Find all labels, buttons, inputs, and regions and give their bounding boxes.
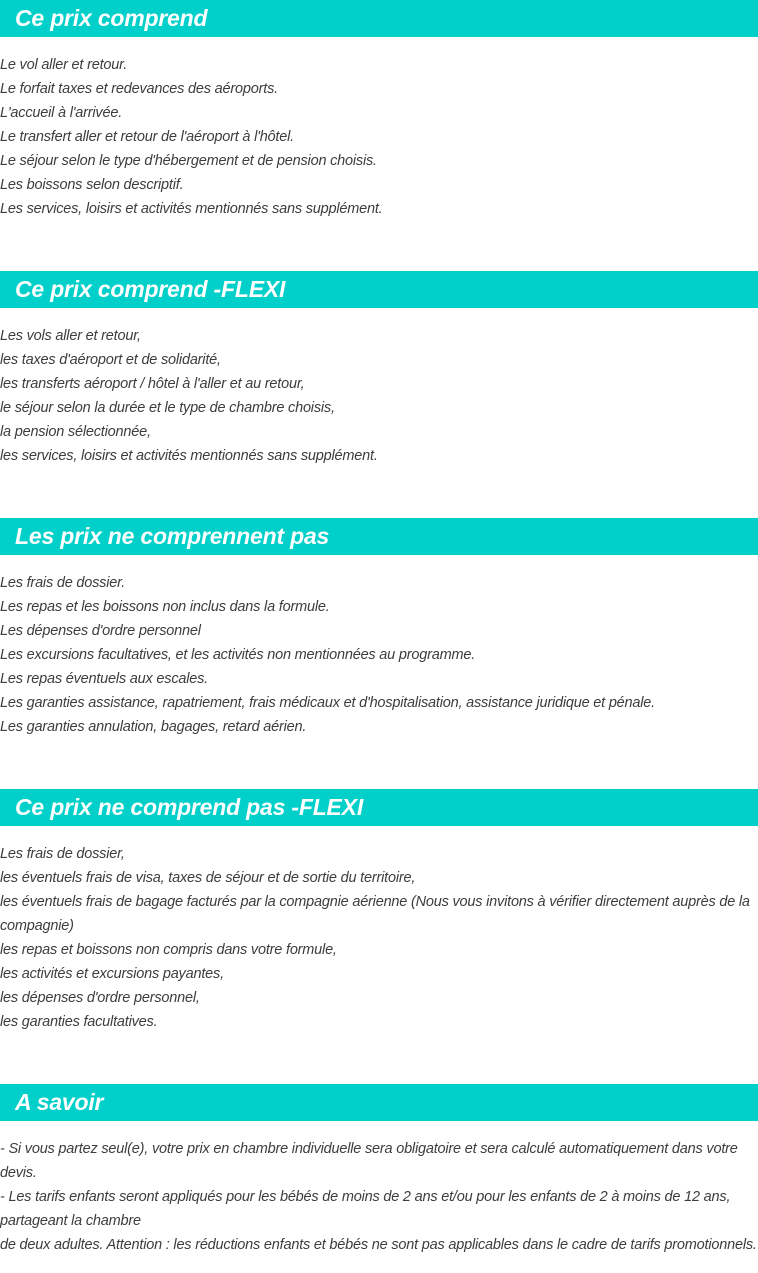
section-price-includes-flexi: [0, 271, 758, 518]
list-item: les taxes d'aéroport et de solidarité,: [0, 352, 221, 368]
section-title: Ce prix comprend: [15, 5, 208, 31]
section-body: [0, 37, 758, 221]
section-price-excludes-flexi: [0, 789, 758, 1084]
list-item: Le vol aller et retour.: [0, 57, 128, 73]
list-item: Le forfait taxes et redevances des aéroports.: [0, 81, 278, 97]
list-item: les éventuels frais de bagage facturés par la compagnie aérienne (Nous vous invitons à vérifier directement auprès de la compagnie): [0, 894, 750, 934]
section-title: A savoir: [15, 1089, 104, 1115]
list-item: Les services, loisirs et activités mentionnés sans supplément.: [0, 201, 383, 217]
list-item: les repas et boissons non compris dans votre formule,: [0, 942, 337, 958]
list-item: le séjour selon la durée et le type de chambre choisis,: [0, 400, 335, 416]
section-header: [0, 271, 758, 308]
list-item: Le séjour selon le type d'hébergement et de pension choisis.: [0, 153, 377, 169]
list-item: Les boissons selon descriptif.: [0, 177, 184, 193]
list-item: les activités et excursions payantes,: [0, 966, 224, 982]
section-title: Ce prix ne comprend pas -FLEXI: [15, 794, 364, 820]
section-header: [0, 0, 758, 37]
list-item: Les dépenses d'ordre personnel: [0, 623, 201, 639]
list-item: Les garanties assistance, rapatriement, frais médicaux et d'hospitalisation, assistance juridique et pénale.: [0, 695, 655, 711]
section-body: [0, 1121, 758, 1257]
list-item: Les frais de dossier.: [0, 575, 126, 591]
list-item: de deux adultes. Attention : les réductions enfants et bébés ne sont pas applicables dans le cadre de tarifs promotionnels.: [0, 1237, 757, 1253]
section-price-excludes: [0, 518, 758, 789]
list-item: - Si vous partez seul(e), votre prix en chambre individuelle sera obligatoire et sera calculé automatiquement dans votre devis.: [0, 1141, 738, 1181]
section-price-includes: [0, 0, 758, 271]
section-body: [0, 826, 758, 1034]
section-header: [0, 518, 758, 555]
list-item: Les excursions facultatives, et les activités non mentionnées au programme.: [0, 647, 476, 663]
section-title: Les prix ne comprennent pas: [15, 523, 330, 549]
list-item: Les vols aller et retour,: [0, 328, 141, 344]
list-item: Les repas et les boissons non inclus dans la formule.: [0, 599, 330, 615]
list-item: Les garanties annulation, bagages, retard aérien.: [0, 719, 307, 735]
section-header: [0, 1084, 758, 1121]
section-header: [0, 789, 758, 826]
list-item: Les repas éventuels aux escales.: [0, 671, 209, 687]
list-item: Les frais de dossier,: [0, 846, 125, 862]
list-item: les transferts aéroport / hôtel à l'aller et au retour,: [0, 376, 305, 392]
list-item: les services, loisirs et activités mentionnés sans supplément.: [0, 448, 378, 464]
section-title: Ce prix comprend -FLEXI: [15, 276, 286, 302]
section-good-to-know: [0, 1084, 758, 1273]
section-body: [0, 555, 758, 739]
list-item: la pension sélectionnée,: [0, 424, 151, 440]
section-body: [0, 308, 758, 468]
list-item: - Les tarifs enfants seront appliqués pour les bébés de moins de 2 ans et/ou pour les enfants de 2 à moins de 12 ans, partageant la chambre: [0, 1189, 731, 1229]
list-item: les éventuels frais de visa, taxes de séjour et de sortie du territoire,: [0, 870, 416, 886]
list-item: les garanties facultatives.: [0, 1014, 158, 1030]
list-item: L'accueil à l'arrivée.: [0, 105, 123, 121]
list-item: les dépenses d'ordre personnel,: [0, 990, 200, 1006]
list-item: Le transfert aller et retour de l'aéroport à l'hôtel.: [0, 129, 294, 145]
